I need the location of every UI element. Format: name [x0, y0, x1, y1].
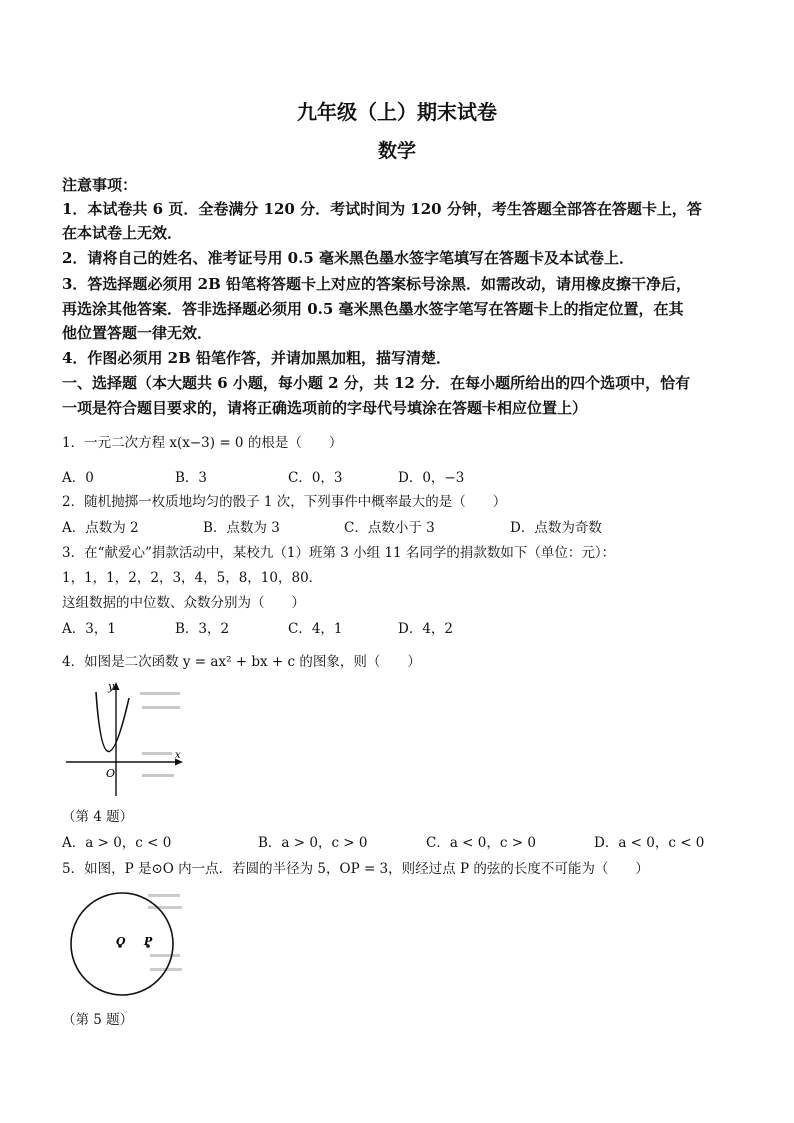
q5-o-label: O: [116, 935, 126, 948]
section-heading: 一项是符合题目要求的，请将正确选项前的字母代号填涂在答题卡相应位置上）: [62, 399, 588, 417]
q1-option-b: B．3: [175, 470, 208, 486]
q1-option-a: A．0: [62, 470, 94, 486]
q3-option-a: A．3，1: [62, 621, 116, 637]
question-1-stem: 1．一元二次方程 x(x−3) = 0 的根是（ ）: [62, 435, 343, 451]
q2-option-b: B．点数为 3: [203, 520, 280, 536]
note-line: 他位置答题一律无效．: [62, 324, 213, 342]
q4-option-c: C．a < 0，c > 0: [426, 835, 536, 851]
q2-option-c: C．点数小于 3: [344, 520, 435, 536]
notes-heading: 注意事项：: [62, 176, 138, 194]
q1-option-c: C．0，3: [288, 470, 343, 486]
note-line: 3．答选择题必须用 2B 铅笔将答题卡上对应的答案标号涂黑．如需改动，请用橡皮擦干净后，: [62, 275, 692, 293]
q5-caption: （第 5 题）: [62, 1012, 134, 1028]
question-2-stem: 2．随机抛掷一枚质地均匀的骰子 1 次，下列事件中概率最大的是（ ）: [62, 494, 507, 510]
q3-option-d: D．4，2: [398, 621, 454, 637]
q4-origin-label: O: [106, 767, 116, 780]
question-5-stem: 5．如图，P 是⊙O 内一点．若圆的半径为 5，OP = 3，则经过点 P 的弦的长度不可能为（ ）: [62, 861, 649, 877]
note-line: 再选涂其他答案．答非选择题必须用 0.5 毫米黑色墨水签字笔写在答题卡上的指定位置，在其: [62, 300, 684, 318]
question-3-data: 1，1，1，2，2，3，4，5，8，10，80．: [62, 570, 323, 586]
q5-figure: [62, 884, 187, 996]
q5-p-label: P: [144, 935, 153, 948]
note-line: 4．作图必须用 2B 铅笔作答，并请加黑加粗，描写清楚．: [62, 349, 451, 367]
note-line: 1．本试卷共 6 页．全卷满分 120 分．考试时间为 120 分钟，考生答题全部答在答题卡上，答: [62, 200, 702, 218]
q4-option-b: B．a > 0，c > 0: [258, 835, 368, 851]
subject-title: 数学: [377, 140, 416, 162]
section-heading: 一、选择题（本大题共 6 小题，每小题 2 分，共 12 分．在每小题所给出的四个选项中，恰有: [62, 374, 691, 392]
q2-option-a: A．点数为 2: [62, 520, 139, 536]
question-3-ask: 这组数据的中位数、众数分别为（ ）: [62, 595, 305, 611]
q3-option-c: C．4，1: [288, 621, 343, 637]
q3-option-b: B．3，2: [175, 621, 230, 637]
question-4-stem: 4．如图是二次函数 y = ax² + bx + c 的图象，则（ ）: [62, 654, 421, 670]
question-3-stem: 3．在“献爱心”捐款活动中，某校九（1）班第 3 小组 11 名同学的捐款数如下（单位：元）：: [62, 545, 616, 561]
q4-caption: （第 4 题）: [62, 809, 134, 825]
q1-option-d: D．0，−3: [398, 470, 465, 486]
q4-option-d: D．a < 0，c < 0: [594, 835, 705, 851]
q4-figure: [62, 676, 187, 800]
q4-x-label: x: [175, 750, 181, 761]
note-line: 在本试卷上无效．: [62, 224, 183, 242]
q2-option-d: D．点数为奇数: [510, 520, 602, 536]
q4-y-label: y: [108, 680, 115, 693]
q4-option-a: A．a > 0，c < 0: [62, 835, 172, 851]
note-line: 2．请将自己的姓名、准考证号用 0.5 毫米黑色墨水签字笔填写在答题卡及本试卷上．: [62, 249, 634, 267]
page-title: 九年级（上）期末试卷: [297, 100, 497, 124]
